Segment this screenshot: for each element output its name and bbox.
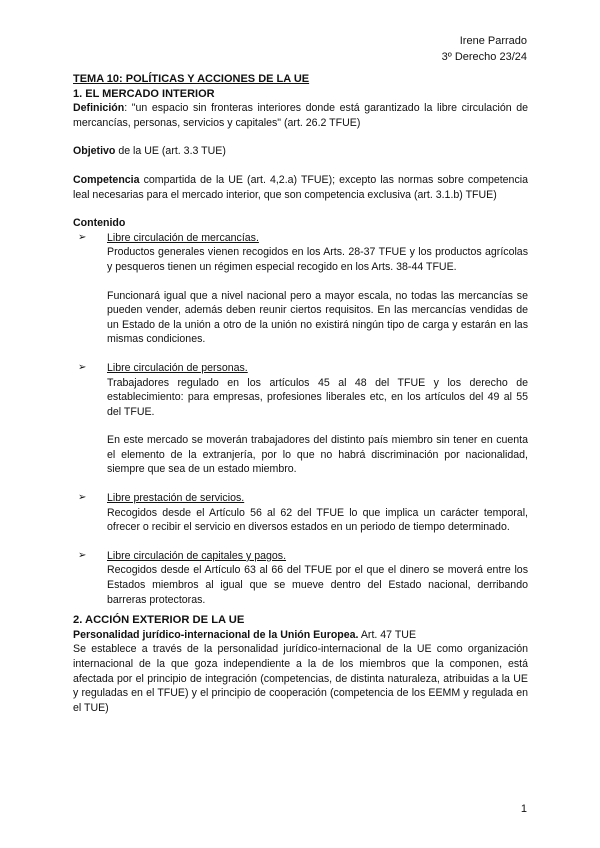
list-item [78, 231, 528, 246]
document-title: TEMA 10: POLÍTICAS Y ACCIONES DE LA UE [73, 73, 310, 85]
arrow-bullet-icon: ➢ [78, 549, 87, 561]
list-item-label: Libre prestación de servicios. [107, 492, 245, 505]
list-item-label: Libre circulación de capitales y pagos. [107, 549, 287, 562]
page-header [442, 33, 527, 65]
competencia-paragraph [73, 173, 528, 202]
list-item-paragraph: Recogidos desde el Artículo 63 al 66 del TFUE por el que el dinero se moverá entre los Estados miembros al igual que se mueve dentro del Estado nacional, derribando barreras protectoras. [107, 564, 528, 606]
section-2-subheading: Personalidad jurídico-internacional de la Unión Europea. Art. 47 TUE [73, 628, 417, 641]
objetivo-paragraph [73, 144, 528, 159]
list-item-paragraph: Productos generales vienen recogidos en los Arts. 28-37 TFUE y los productos agrícolas y pesqueros tienen un régimen especial recogido en los Arts. 38-44 TFUE. [107, 246, 528, 273]
list-item [78, 549, 528, 564]
definicion-text: : "un espacio sin fronteras interiores donde está garantizado la libre circulación de mercancías, personas, servicios y capitales" (art. 26.2 TFUE) [73, 102, 528, 129]
contenido-heading: Contenido [73, 217, 126, 230]
competencia-text: compartida de la UE (art. 4,2.a) TFUE); excepto las normas sobre competencia leal necesarias para el mercado interior, que son competencia exclusiva (art. 3.1.b) TFUE) [73, 173, 528, 201]
definicion-label: Definición [73, 102, 125, 115]
list-item-paragraph: Funcionará igual que a nivel nacional pero a mayor escala, no todas las mercancías se pueden vender, además deben reunir ciertos requisitos. En las mercancías vendidas de un Estado de la unión a otro de la unión no existirá ningún tipo de carga y estarán en las mismas condiciones. [107, 289, 528, 346]
arrow-bullet-icon: ➢ [78, 492, 87, 504]
competencia-label: Competencia [73, 173, 140, 186]
objetivo-text: de la UE (art. 3.3 TUE) [115, 145, 226, 158]
definicion-paragraph [73, 101, 528, 130]
list-item [78, 491, 528, 506]
course-label: 3º Derecho 23/24 [441, 51, 527, 63]
arrow-bullet-icon: ➢ [78, 361, 87, 373]
arrow-bullet-icon: ➢ [78, 231, 87, 243]
section-2-paragraph: Se establece a través de la personalidad jurídico-internacional de la UE como organización internacional de la que goza independiente a la de los miembros que la componen, está afectada por el principio de integración (competencias, de distinta naturaleza, atribuidas a la UE y reguladas en el TFUE) y el principio de cooperación (competencia de los EEMM y regulada en el TUE) [73, 643, 528, 714]
page-number: 1 [520, 803, 527, 815]
list-item-label: Libre circulación de mercancías. [107, 231, 259, 244]
list-item-paragraph: Recogidos desde el Artículo 56 al 62 del TFUE lo que implica un carácter temporal, ofrecer o recibir el servicio en diversos estados en un periodo de tiempo determinado. [107, 506, 528, 534]
document-body [73, 72, 528, 715]
section-1-heading: 1. EL MERCADO INTERIOR [73, 87, 215, 100]
list-item-label: Libre circulación de personas. [107, 361, 248, 374]
list-item [78, 361, 528, 376]
author-name: Irene Parrado [459, 35, 527, 47]
section-2-heading: 2. ACCIÓN EXTERIOR DE LA UE [73, 614, 245, 627]
list-item-paragraph: Trabajadores regulado en los artículos 45 al 48 del TFUE y los derecho de establecimiento: para empresas, profesiones liberales etc, en los artículos del 49 al 55 del TFUE. [107, 376, 528, 418]
list-item-paragraph: En este mercado se moverán trabajadores del distinto país miembro sin tener en cuenta el elemento de la extranjería, por lo que no habrá discriminación por nacionalidad, siempre que sea de un estado miembro. [107, 434, 528, 476]
objetivo-label: Objetivo [73, 145, 116, 158]
